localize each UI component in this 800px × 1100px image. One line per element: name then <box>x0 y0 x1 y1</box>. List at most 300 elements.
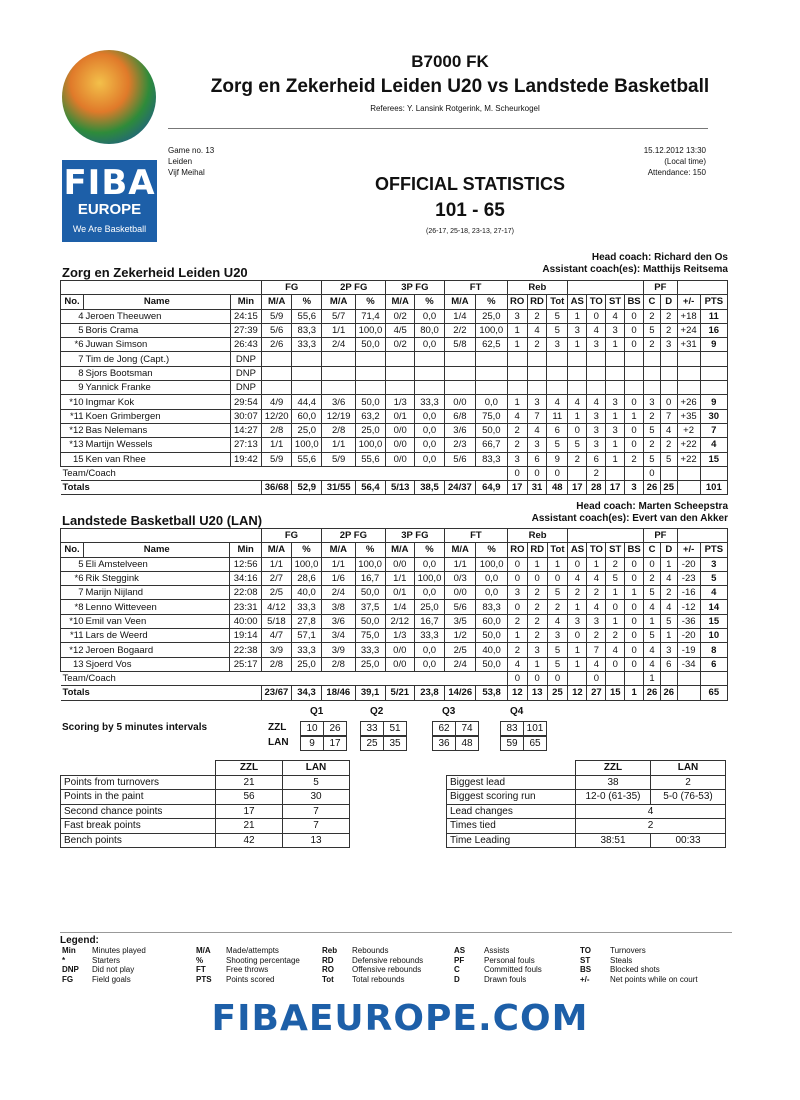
game-title: Zorg en Zekerheid Leiden U20 vs Landstede Basketball <box>210 76 710 97</box>
team-header: LAN <box>651 761 726 776</box>
stat-cell: 12/20 <box>262 409 292 423</box>
column-header: No. <box>61 543 84 557</box>
stat-cell <box>568 366 587 380</box>
stat-cell: 1 <box>644 671 661 685</box>
stat-cell: 2 <box>568 452 587 466</box>
stat-cell: 2/5 <box>445 643 476 657</box>
stat-cell: 24:15 <box>230 309 261 323</box>
stat-cell: 0/2 <box>386 309 415 323</box>
group-header: 3P FG <box>385 529 444 543</box>
points-label: Second chance points <box>61 804 216 819</box>
total-cell: 13 <box>527 686 547 700</box>
stat-cell: 2 <box>587 586 606 600</box>
stat-cell: 100,0 <box>476 323 507 337</box>
empty-cell <box>568 466 587 480</box>
stat-cell: 0 <box>625 395 644 409</box>
stat-cell: 4 <box>660 600 677 614</box>
player-number: 13 <box>61 657 84 671</box>
stat-cell: 5 <box>660 452 677 466</box>
intervals-label: Scoring by 5 minutes intervals <box>62 722 208 733</box>
player-row <box>61 352 728 366</box>
player-number: *8 <box>61 600 84 614</box>
stat-cell <box>386 352 415 366</box>
column-header: % <box>476 295 507 309</box>
points-table <box>60 760 350 848</box>
column-header: D <box>660 295 677 309</box>
stat-cell: 1 <box>547 557 568 571</box>
stat-cell: 1/1 <box>262 438 292 452</box>
stat-cell: 6 <box>660 657 677 671</box>
stat-cell: DNP <box>230 381 261 395</box>
stat-cell <box>476 381 507 395</box>
column-header-row <box>61 543 728 557</box>
stat-cell: 0 <box>625 629 644 643</box>
stat-cell: 33,3 <box>415 395 444 409</box>
stat-cell: 0,0 <box>414 586 444 600</box>
stat-cell <box>700 352 727 366</box>
team-header: ZZL <box>576 761 651 776</box>
lead-label: Biggest lead <box>447 775 576 790</box>
stat-cell <box>606 352 625 366</box>
stat-cell: 1/3 <box>386 395 415 409</box>
stat-cell <box>700 366 727 380</box>
stat-cell: 1/1 <box>322 557 355 571</box>
column-header: % <box>476 543 507 557</box>
team1-coaches <box>542 252 728 276</box>
lead-value: 12-0 (61-35) <box>576 790 651 805</box>
stat-cell <box>355 381 385 395</box>
lead-value: 2 <box>651 775 726 790</box>
total-cell: 17 <box>606 481 625 495</box>
stat-cell: 55,6 <box>292 309 322 323</box>
empty-cell <box>677 481 700 495</box>
total-cell: 18/46 <box>322 686 355 700</box>
stat-cell <box>625 352 644 366</box>
stat-cell: 1 <box>527 657 547 671</box>
stat-cell: 0 <box>625 323 644 337</box>
player-number: 7 <box>61 586 84 600</box>
stat-cell: 0 <box>606 600 625 614</box>
lead-label: Time Leading <box>447 833 576 848</box>
legend-key: % <box>196 955 204 965</box>
stat-cell: 27:39 <box>230 323 261 337</box>
player-row <box>61 338 728 352</box>
total-cell: 12 <box>568 686 587 700</box>
stat-cell: 0/1 <box>385 586 414 600</box>
stat-cell: 0/0 <box>386 438 415 452</box>
points-row <box>61 790 350 805</box>
stat-cell: 2 <box>527 629 547 643</box>
stat-cell: 25,0 <box>355 423 385 437</box>
stat-cell: 5/9 <box>262 309 292 323</box>
stat-cell: 1/3 <box>385 629 414 643</box>
stat-cell: 3 <box>587 438 606 452</box>
stat-cell: 2 <box>644 309 661 323</box>
total-cell: 5/13 <box>386 481 415 495</box>
stat-cell: 16,7 <box>414 614 444 628</box>
interval-score: 59 <box>500 736 524 751</box>
column-header: C <box>644 295 661 309</box>
stat-cell: 1 <box>625 586 644 600</box>
column-header: % <box>415 295 444 309</box>
player-row <box>61 600 728 614</box>
stat-cell: 66,7 <box>476 438 507 452</box>
lead-value: 00:33 <box>651 833 726 848</box>
stat-cell: 0,0 <box>414 643 444 657</box>
stat-cell: 50,0 <box>355 338 385 352</box>
stat-cell <box>262 366 292 380</box>
stat-cell <box>644 381 661 395</box>
stat-cell <box>507 366 527 380</box>
stat-cell: 40,0 <box>476 643 507 657</box>
stat-cell <box>587 366 606 380</box>
legend-desc: Offensive rebounds <box>352 965 422 974</box>
stat-cell <box>322 352 356 366</box>
stat-cell <box>677 381 700 395</box>
stat-cell: 40:00 <box>230 614 261 628</box>
player-row <box>61 423 728 437</box>
stat-cell: 23:31 <box>230 600 261 614</box>
empty-cell <box>625 671 644 685</box>
stat-cell: 5 <box>644 452 661 466</box>
legend-key: C <box>454 965 460 974</box>
stat-cell: 7 <box>700 423 727 437</box>
stat-cell: 0 <box>568 423 587 437</box>
stat-cell: 0/0 <box>386 452 415 466</box>
player-number: *10 <box>61 395 84 409</box>
logo-tagline: We Are Basketball <box>72 224 147 234</box>
stat-cell <box>644 366 661 380</box>
stat-cell <box>262 352 292 366</box>
stat-cell: 5 <box>606 571 625 585</box>
lead-label: Lead changes <box>447 804 576 819</box>
legend-desc: Total rebounds <box>352 974 405 984</box>
stat-cell <box>415 352 444 366</box>
stat-cell: 1/1 <box>385 571 414 585</box>
points-value: 30 <box>283 790 350 805</box>
stat-cell: 0,0 <box>415 423 444 437</box>
totals-row <box>61 686 728 700</box>
player-name: Tim de Jong (Capt.) <box>84 352 231 366</box>
stat-cell: 5 <box>547 586 568 600</box>
column-header: +/- <box>677 295 700 309</box>
player-row <box>61 614 728 628</box>
empty-cell <box>568 671 587 685</box>
stat-cell: 2 <box>660 438 677 452</box>
points-row <box>61 833 350 848</box>
stat-cell: +18 <box>677 309 700 323</box>
stat-cell: 4/12 <box>261 600 291 614</box>
column-header: PTS <box>700 295 727 309</box>
stat-cell: 5 <box>547 657 568 671</box>
quarter-label: Q3 <box>442 706 456 717</box>
stat-cell: 1/2 <box>445 629 476 643</box>
stat-cell: 4 <box>547 614 568 628</box>
column-header: M/A <box>261 543 291 557</box>
interval-score: 35 <box>383 736 407 751</box>
stat-cell: 2/5 <box>261 586 291 600</box>
stat-cell: 37,5 <box>355 600 385 614</box>
player-name: Lars de Weerd <box>84 629 230 643</box>
stat-cell: 3 <box>587 423 606 437</box>
column-header-row <box>61 295 728 309</box>
player-number: *12 <box>61 643 84 657</box>
stat-cell: 0/3 <box>445 571 476 585</box>
stat-cell: 71,4 <box>355 309 385 323</box>
legend-desc: Rebounds <box>352 946 389 955</box>
total-cell: 26 <box>644 481 661 495</box>
points-value: 42 <box>216 833 283 848</box>
legend-entry <box>580 956 698 966</box>
stat-cell <box>476 352 507 366</box>
stat-cell: 1/4 <box>444 309 475 323</box>
stat-cell: 3/6 <box>322 614 355 628</box>
stat-cell: 100,0 <box>292 438 322 452</box>
stat-cell: 2/6 <box>262 338 292 352</box>
group-header: FG <box>262 281 322 295</box>
player-number: 9 <box>61 381 84 395</box>
stat-cell: +22 <box>677 438 700 452</box>
stat-cell: 2 <box>644 409 661 423</box>
stat-cell: 0/0 <box>385 657 414 671</box>
stat-cell: 4/9 <box>262 395 292 409</box>
total-cell: 39,1 <box>355 686 385 700</box>
team2-head-coach: Head coach: Marten Scheepstra <box>576 501 728 512</box>
stat-cell: 2 <box>587 466 606 480</box>
total-cell: 31/55 <box>322 481 356 495</box>
legend-desc: Net points while on court <box>610 974 698 984</box>
column-header: Name <box>84 295 231 309</box>
legend-key: AS <box>454 946 466 955</box>
stat-cell: 33,3 <box>355 643 385 657</box>
player-row <box>61 323 728 337</box>
stat-cell <box>507 352 527 366</box>
header-blank <box>61 529 262 543</box>
stat-cell: 4 <box>587 600 606 614</box>
stat-cell: 0,0 <box>414 557 444 571</box>
stat-cell <box>587 381 606 395</box>
stat-cell <box>386 381 415 395</box>
column-header: Name <box>84 543 230 557</box>
stat-cell: 4 <box>527 323 547 337</box>
stat-cell <box>660 352 677 366</box>
stat-cell: 0 <box>507 671 527 685</box>
stat-cell: 29:54 <box>230 395 261 409</box>
stat-cell: 11 <box>547 409 568 423</box>
points-label: Fast break points <box>61 819 216 834</box>
stat-cell: 0 <box>644 466 661 480</box>
stat-cell: 3 <box>568 614 587 628</box>
stat-cell: 0 <box>527 466 547 480</box>
stat-cell: 1 <box>568 338 587 352</box>
stat-cell: 100,0 <box>414 571 444 585</box>
legend-entry <box>454 956 542 966</box>
legend-title: Legend: <box>60 935 99 946</box>
stat-cell: 100,0 <box>291 557 321 571</box>
column-header: TO <box>587 295 606 309</box>
stat-cell: 25,0 <box>414 600 444 614</box>
stat-cell: 1/1 <box>322 323 356 337</box>
interval-score: 51 <box>383 721 407 736</box>
player-name: Rik Steggink <box>84 571 230 585</box>
attendance: Attendance: 150 <box>647 168 706 177</box>
stat-cell: 4 <box>606 643 625 657</box>
stat-cell: 33,3 <box>414 629 444 643</box>
group-header: PF <box>644 281 678 295</box>
total-cell: 48 <box>547 481 568 495</box>
player-name: Sjoerd Vos <box>84 657 230 671</box>
points-value: 21 <box>216 775 283 790</box>
stat-cell: 0/0 <box>445 586 476 600</box>
header-blank <box>568 281 644 295</box>
points-value: 5 <box>283 775 350 790</box>
stat-cell: 6 <box>547 423 568 437</box>
stat-cell: 5 <box>547 438 568 452</box>
lead-value: 5-0 (76-53) <box>651 790 726 805</box>
quarter-scores: (26-17, 25-18, 23-13, 27-17) <box>426 228 514 235</box>
points-label: Points in the paint <box>61 790 216 805</box>
quarter-label: Q4 <box>510 706 524 717</box>
stat-cell: 3 <box>700 557 727 571</box>
total-cell: 27 <box>587 686 606 700</box>
quarter-label: Q1 <box>310 706 324 717</box>
player-name: Juwan Simson <box>84 338 231 352</box>
legend-desc: Free throws <box>226 965 269 974</box>
stat-cell: +26 <box>677 395 700 409</box>
legend-desc: Turnovers <box>610 946 646 955</box>
stat-cell: 2/8 <box>322 657 355 671</box>
stat-cell: 2/8 <box>262 423 292 437</box>
total-cell: 17 <box>568 481 587 495</box>
stat-cell: 62,5 <box>476 338 507 352</box>
player-name: Sjors Bootsman <box>84 366 231 380</box>
stat-cell: 3 <box>644 395 661 409</box>
points-row <box>61 804 350 819</box>
stat-cell <box>660 381 677 395</box>
stat-cell: 5 <box>568 438 587 452</box>
stat-cell: 2 <box>527 309 547 323</box>
stat-cell: 0 <box>547 671 568 685</box>
points-value: 7 <box>283 804 350 819</box>
stat-cell: 2/4 <box>322 338 356 352</box>
group-header-row <box>61 281 728 295</box>
stat-cell: 55,6 <box>355 452 385 466</box>
legend <box>60 932 732 946</box>
player-row <box>61 409 728 423</box>
stat-cell: 1 <box>644 614 661 628</box>
stat-cell: 2 <box>606 557 625 571</box>
stat-cell: 60,0 <box>476 614 507 628</box>
stat-cell: 1/1 <box>445 557 476 571</box>
stat-cell: 0 <box>587 309 606 323</box>
stat-cell: 3 <box>547 338 568 352</box>
total-cell: 31 <box>527 481 547 495</box>
stat-cell: 2 <box>625 452 644 466</box>
fiba-europe-footer-logo: FIBAEUROPE.COM <box>211 998 589 1039</box>
stat-cell: 16,7 <box>355 571 385 585</box>
stat-cell: 4 <box>587 323 606 337</box>
points-value: 7 <box>283 819 350 834</box>
stat-cell: 9 <box>547 452 568 466</box>
column-header: % <box>291 543 321 557</box>
stat-cell: 4 <box>527 423 547 437</box>
legend-desc: Assists <box>484 946 510 955</box>
stat-cell: 1 <box>606 452 625 466</box>
stat-cell: 2 <box>644 438 661 452</box>
stat-cell: 33,3 <box>291 600 321 614</box>
stat-cell: 3 <box>606 395 625 409</box>
points-value: 21 <box>216 819 283 834</box>
player-row <box>61 657 728 671</box>
lead-row <box>447 790 726 805</box>
stat-cell: 12:56 <box>230 557 261 571</box>
stat-cell: 2 <box>568 586 587 600</box>
column-header: ST <box>606 543 625 557</box>
stat-cell <box>660 366 677 380</box>
legend-desc: Points scored <box>226 974 275 984</box>
team2-assistant-coach: Assistant coach(es): Evert van den Akker <box>531 513 728 524</box>
total-cell: 1 <box>625 686 644 700</box>
stat-cell: 4 <box>660 423 677 437</box>
stat-cell: 5/9 <box>322 452 356 466</box>
stat-cell: 80,0 <box>415 323 444 337</box>
stat-cell: 40,0 <box>291 586 321 600</box>
player-number: *13 <box>61 438 84 452</box>
stat-cell: 7 <box>527 409 547 423</box>
legend-entry <box>454 965 542 975</box>
column-header: RO <box>507 295 527 309</box>
legend-desc: Shooting percentage <box>226 955 300 965</box>
stat-cell: 22:38 <box>230 643 261 657</box>
empty-cell <box>700 671 727 685</box>
stat-cell: 50,0 <box>476 657 507 671</box>
stat-cell: 27:13 <box>230 438 261 452</box>
total-cell: 52,9 <box>292 481 322 495</box>
stat-cell: 3 <box>527 643 547 657</box>
legend-entry <box>62 956 146 966</box>
stat-cell: +2 <box>677 423 700 437</box>
stat-cell: 15 <box>700 614 727 628</box>
interval-score: 36 <box>432 736 456 751</box>
legend-entry <box>580 965 698 975</box>
stat-cell: 0 <box>507 557 527 571</box>
stat-cell: 1 <box>568 409 587 423</box>
total-cell: 38,5 <box>415 481 444 495</box>
stat-cell: 0/0 <box>386 423 415 437</box>
player-row <box>61 309 728 323</box>
stat-cell <box>568 381 587 395</box>
stat-cell: 2 <box>507 438 527 452</box>
stat-cell: 1 <box>606 438 625 452</box>
competition-name: B7000 FK <box>411 52 489 71</box>
game-number: Game no. 13 <box>168 146 215 155</box>
legend-desc: Minutes played <box>92 946 146 955</box>
total-points: 65 <box>700 686 727 700</box>
stat-cell: 0/0 <box>385 557 414 571</box>
lead-row <box>447 819 726 834</box>
stat-cell: -16 <box>677 586 700 600</box>
column-header: PTS <box>700 543 727 557</box>
stat-cell: 63,2 <box>355 409 385 423</box>
stat-cell: 15 <box>700 452 727 466</box>
legend-key: FG <box>62 974 74 984</box>
stat-cell: 0 <box>625 557 644 571</box>
stat-cell: 0 <box>660 395 677 409</box>
stat-cell <box>322 366 356 380</box>
legend-entry <box>580 946 698 956</box>
stat-cell: -20 <box>677 557 700 571</box>
stat-cell: 5 <box>644 423 661 437</box>
